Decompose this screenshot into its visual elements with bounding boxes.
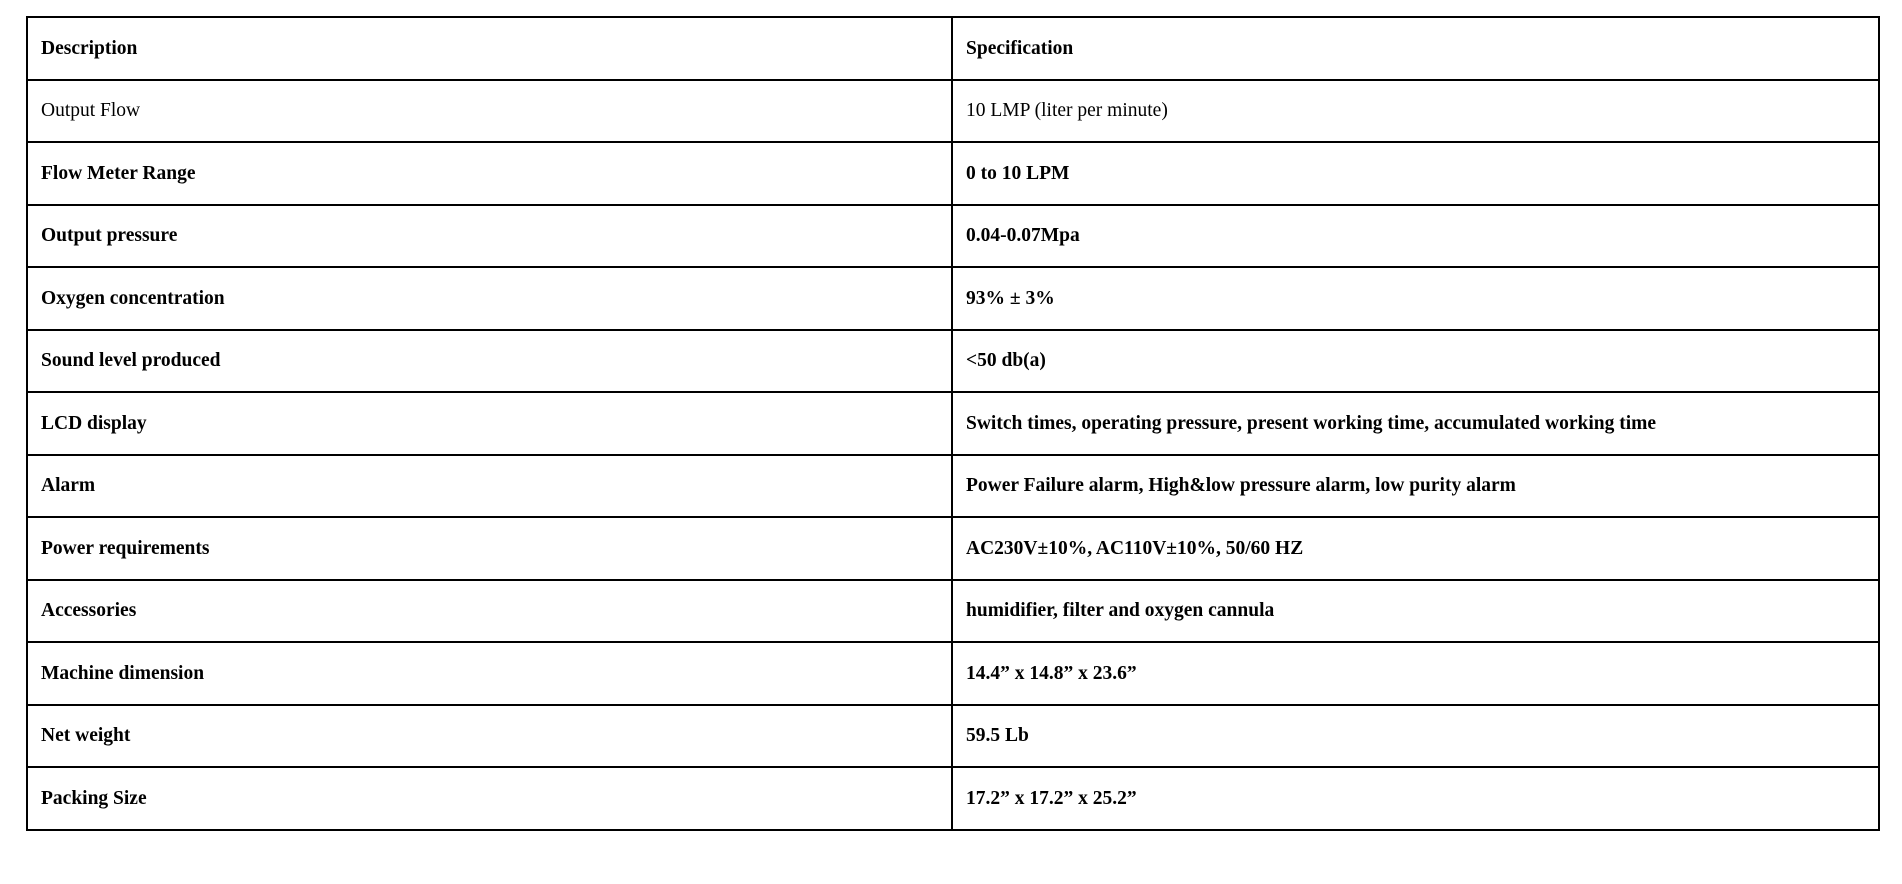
row-specification: <50 db(a) bbox=[952, 330, 1879, 393]
table-row-power-requirements bbox=[27, 517, 1879, 580]
row-specification: 59.5 Lb bbox=[952, 705, 1879, 768]
row-specification: 0.04-0.07Mpa bbox=[952, 205, 1879, 268]
specification-table bbox=[26, 16, 1880, 831]
table-row-oxygen-concentration bbox=[27, 267, 1879, 330]
row-description: Output Flow bbox=[27, 80, 952, 143]
table-row-flow-meter-range bbox=[27, 142, 1879, 205]
row-specification: 0 to 10 LPM bbox=[952, 142, 1879, 205]
row-specification: Switch times, operating pressure, present working time, accumulated working time bbox=[952, 392, 1879, 455]
row-specification: Power Failure alarm, High&low pressure alarm, low purity alarm bbox=[952, 455, 1879, 518]
row-description: LCD display bbox=[27, 392, 952, 455]
row-specification: AC230V±10%, AC110V±10%, 50/60 HZ bbox=[952, 517, 1879, 580]
table-row-lcd-display bbox=[27, 392, 1879, 455]
table-row-net-weight bbox=[27, 705, 1879, 768]
row-description: Packing Size bbox=[27, 767, 952, 830]
table-row-output-flow bbox=[27, 80, 1879, 143]
row-description: Net weight bbox=[27, 705, 952, 768]
row-description: Sound level produced bbox=[27, 330, 952, 393]
row-specification: 10 LMP (liter per minute) bbox=[952, 80, 1879, 143]
table-row-output-pressure bbox=[27, 205, 1879, 268]
table-row-accessories bbox=[27, 580, 1879, 643]
row-specification: humidifier, filter and oxygen cannula bbox=[952, 580, 1879, 643]
header-specification: Specification bbox=[952, 17, 1879, 80]
row-specification: 14.4” x 14.8” x 23.6” bbox=[952, 642, 1879, 705]
table-row-alarm bbox=[27, 455, 1879, 518]
table-row-sound-level bbox=[27, 330, 1879, 393]
header-description: Description bbox=[27, 17, 952, 80]
row-description: Output pressure bbox=[27, 205, 952, 268]
table-row-packing-size bbox=[27, 767, 1879, 830]
row-description: Alarm bbox=[27, 455, 952, 518]
row-description: Power requirements bbox=[27, 517, 952, 580]
row-specification: 17.2” x 17.2” x 25.2” bbox=[952, 767, 1879, 830]
row-description: Machine dimension bbox=[27, 642, 952, 705]
table-row-machine-dimension bbox=[27, 642, 1879, 705]
row-description: Oxygen concentration bbox=[27, 267, 952, 330]
row-specification: 93% ± 3% bbox=[952, 267, 1879, 330]
row-description: Accessories bbox=[27, 580, 952, 643]
table-header-row bbox=[27, 17, 1879, 80]
row-description: Flow Meter Range bbox=[27, 142, 952, 205]
